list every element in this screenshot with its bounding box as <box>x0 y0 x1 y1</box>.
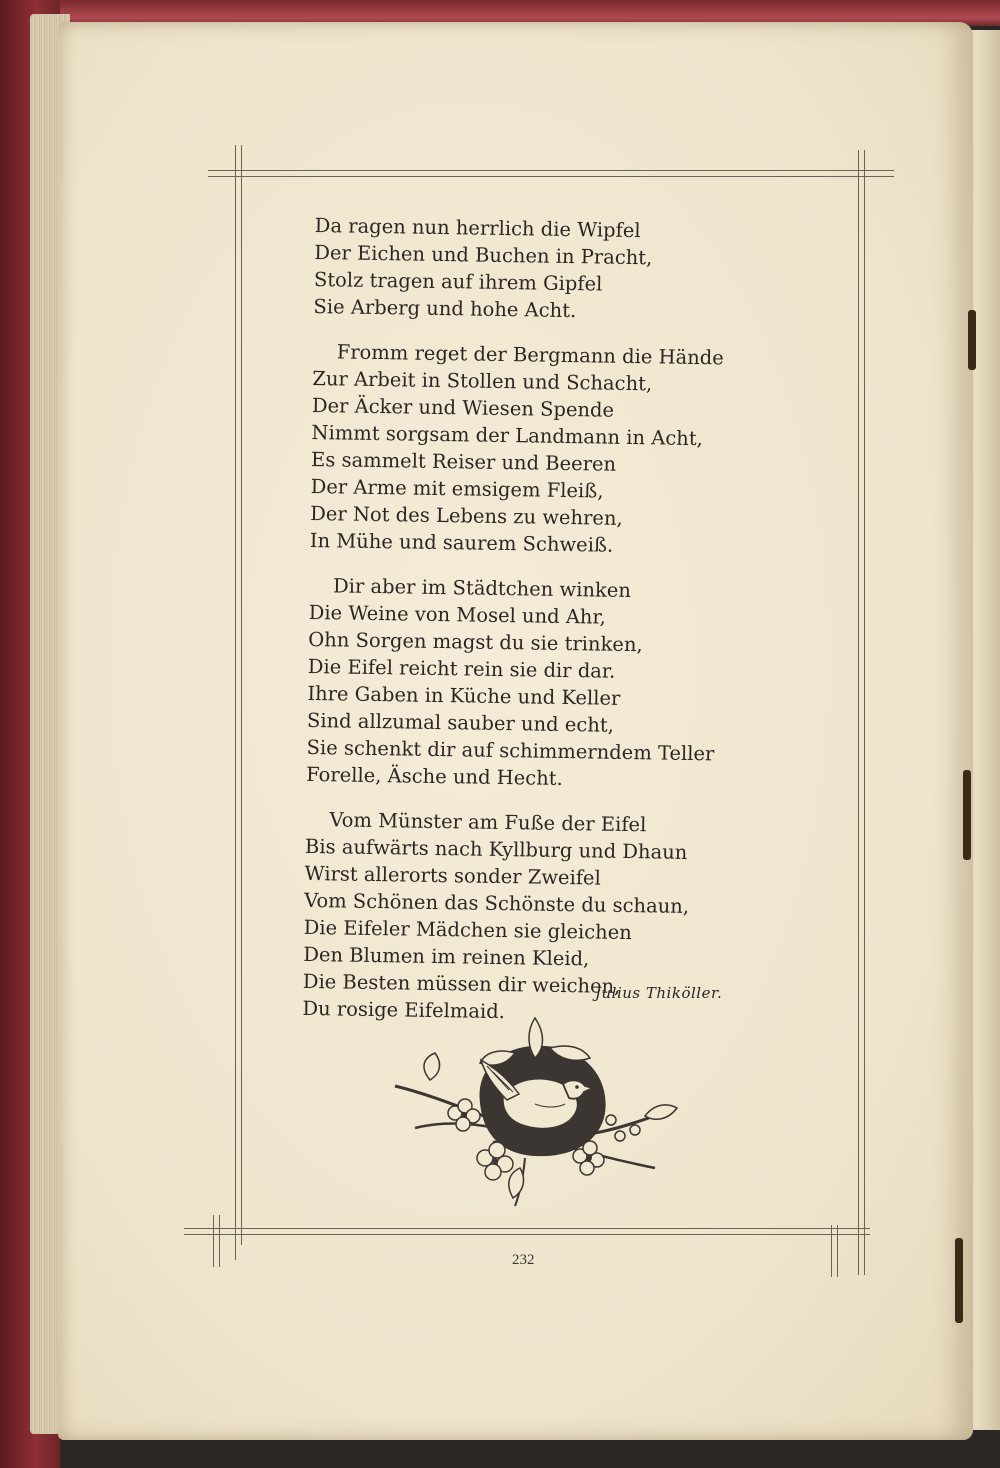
verse-line: Ihre Gaben in Küche und Keller <box>307 681 621 710</box>
frame-right-rule <box>837 1225 838 1277</box>
verse-line: Wirst allerorts sonder Zweifel <box>304 861 601 890</box>
verse-line: Der Arme mit emsigem Fleiß, <box>310 474 604 503</box>
poem <box>302 212 815 1048</box>
stanza <box>313 212 815 328</box>
verse-line: Vom Münster am Fuße der Eifel <box>329 808 647 837</box>
bird-ornament-icon <box>385 1008 685 1208</box>
verse-line: Vom Schönen das Schönste du schaun, <box>304 888 690 918</box>
verse-line: Bis aufwärts nach Kyllburg und Dhaun <box>304 834 688 864</box>
author-signature: Julius Thiköller. <box>595 984 723 1002</box>
frame-right-rule <box>831 1225 832 1277</box>
verse-line: Den Blumen im reinen Kleid, <box>303 942 590 971</box>
stanza <box>310 338 813 562</box>
frame-right-rule <box>864 150 865 1275</box>
page-clip <box>963 770 971 860</box>
verse-line: Die Weine von Mosel und Ahr, <box>308 600 607 629</box>
verse-line: In Mühe und saurem Schweiß. <box>309 528 614 557</box>
frame-top-rule <box>208 176 894 177</box>
verse-line: Der Eichen und Buchen in Pracht, <box>314 240 653 270</box>
verse-line: Stolz tragen auf ihrem Gipfel <box>313 267 603 296</box>
verse-line: Sie schenkt dir auf schimmerndem Teller <box>306 735 715 766</box>
page-clip <box>968 310 976 370</box>
verse-line: Die Eifeler Mädchen sie gleichen <box>303 915 632 945</box>
frame-left-rule <box>213 1215 214 1267</box>
verse-line: Der Äcker und Wiesen Spende <box>311 393 615 422</box>
verse-line: Forelle, Äsche und Hecht. <box>305 762 563 790</box>
frame-bottom-rule <box>184 1234 870 1235</box>
page-clip <box>955 1238 963 1323</box>
frame-right-rule <box>858 150 859 1275</box>
stanza <box>302 806 805 1030</box>
verse-line: Du rosige Eifelmaid. <box>302 996 506 1024</box>
verse-line: Zur Arbeit in Stollen und Schacht, <box>312 366 653 396</box>
verse-line: Der Not des Lebens zu wehren, <box>310 501 623 530</box>
frame-left-rule <box>219 1215 220 1267</box>
frame-bottom-rule <box>184 1228 870 1229</box>
frame-left-rule <box>235 145 236 1260</box>
stanza <box>306 572 809 796</box>
frame-top-rule <box>208 170 894 171</box>
page-number: 232 <box>512 1252 535 1268</box>
verse-line: Nimmt sorgsam der Landmann in Acht, <box>311 420 704 451</box>
verse-line: Dir aber im Städtchen winken <box>332 574 632 603</box>
verse-line: Sie Arberg und hohe Acht. <box>313 294 577 323</box>
verse-line: Fromm reget der Bergmann die Hände <box>336 340 724 370</box>
frame-left-rule <box>241 145 242 1245</box>
verse-line: Sind allzumal sauber und echt, <box>306 708 615 737</box>
verse-line: Ohn Sorgen magst du sie trinken, <box>308 627 643 657</box>
verse-line: Es sammelt Reiser und Beeren <box>310 447 617 476</box>
verse-line: Die Eifel reicht rein sie dir dar. <box>307 654 616 683</box>
verse-line: Die Besten müssen dir weichen, <box>302 969 621 998</box>
verse-line: Da ragen nun herrlich die Wipfel <box>314 213 641 243</box>
